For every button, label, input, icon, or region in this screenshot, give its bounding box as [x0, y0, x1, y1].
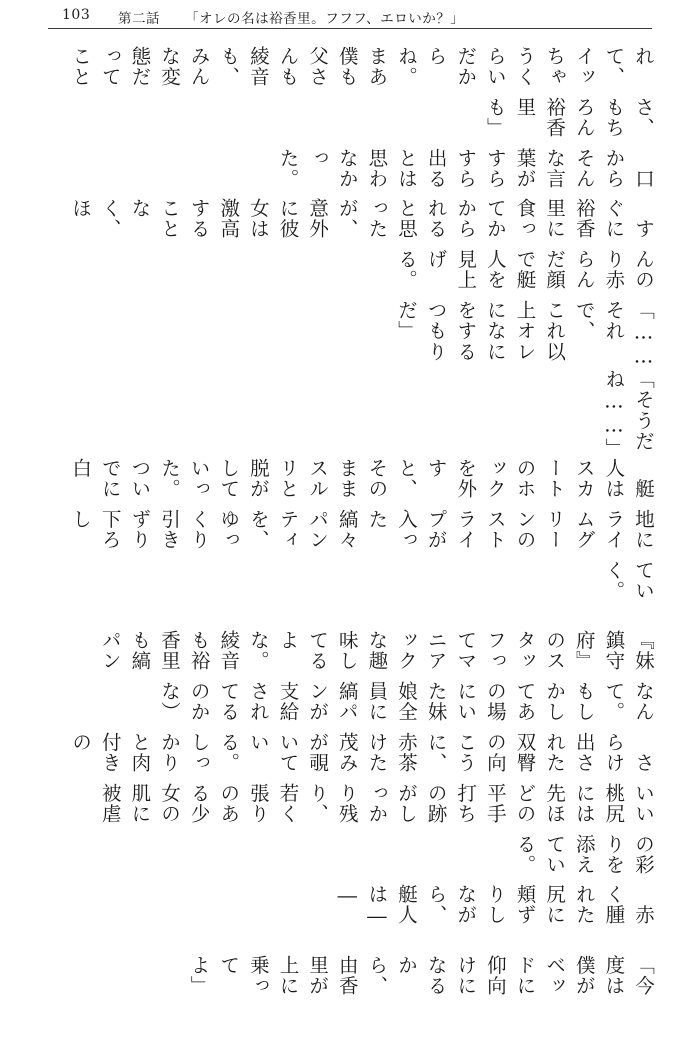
- body-text: [58, 46, 658, 1006]
- text-column: さ、もちろん裕香里も」: [483, 96, 655, 138]
- text-column: すぐに裕香里に食ってかかられると思ったが、 意外に彼女は激高することなく、 ほ: [69, 198, 655, 251]
- text-column: 口からそんな言葉がすらすら出るとは思わなかった。: [276, 147, 655, 189]
- page-header: [0, 0, 700, 30]
- text-column: いい桃尻には先ほどの平手打ちの跡がしっかり残り、 若く張りのある少女の肌に被虐: [98, 782, 655, 835]
- text-column: 艇人はスカートのホックを外すと、 そのままスルリと脱がしていった。 ついでに白: [69, 458, 655, 510]
- text-column: の彩りを添えている。: [513, 833, 655, 875]
- text-column: さらけ出された双臀の向こうに、 赤茶けた茂みが覗いている。 しっかりと肉付きの: [69, 731, 655, 784]
- chapter-title: 「オレの名は裕香里。フフフ、エロいか？」: [185, 11, 465, 27]
- text-column: 「今度は僕がベッドに仰向けになるから、 由香里が上に乗ってよ」: [187, 955, 655, 1008]
- text-column: れて、イッちゃうくらいだからね。 まあ僕も父さんも綾音も、 みんな変態だってこと: [69, 46, 655, 98]
- header-divider: [48, 28, 652, 29]
- text-column: 「……それで、 これ以上オレになにをするつもりだ」: [395, 299, 655, 369]
- text-column: 地にライムグリーンのストライプが入った縞々パンティを、 ゆっくり引きずり下ろし: [69, 508, 655, 561]
- text-column: 「そうだね……」: [602, 368, 655, 458]
- text-column: 『妹鎮守府』のスタッフってマニアックな趣味してるよな。 綾音も裕香里も縞パン: [98, 630, 655, 683]
- chapter-label: 第二話: [118, 11, 161, 27]
- text-column: 赤く腫れた尻に頬ずりしながら、 艇人は――: [335, 884, 655, 937]
- text-column: んのり赤らんだ顔で艇人を見上げる。: [395, 249, 655, 291]
- page-number: 103: [62, 7, 91, 23]
- text-column: なんて。 もしかしてあの場にいた妹娘全員に縞パンが支給されてるのかな）: [158, 681, 655, 734]
- text-column: ていく。: [602, 559, 655, 601]
